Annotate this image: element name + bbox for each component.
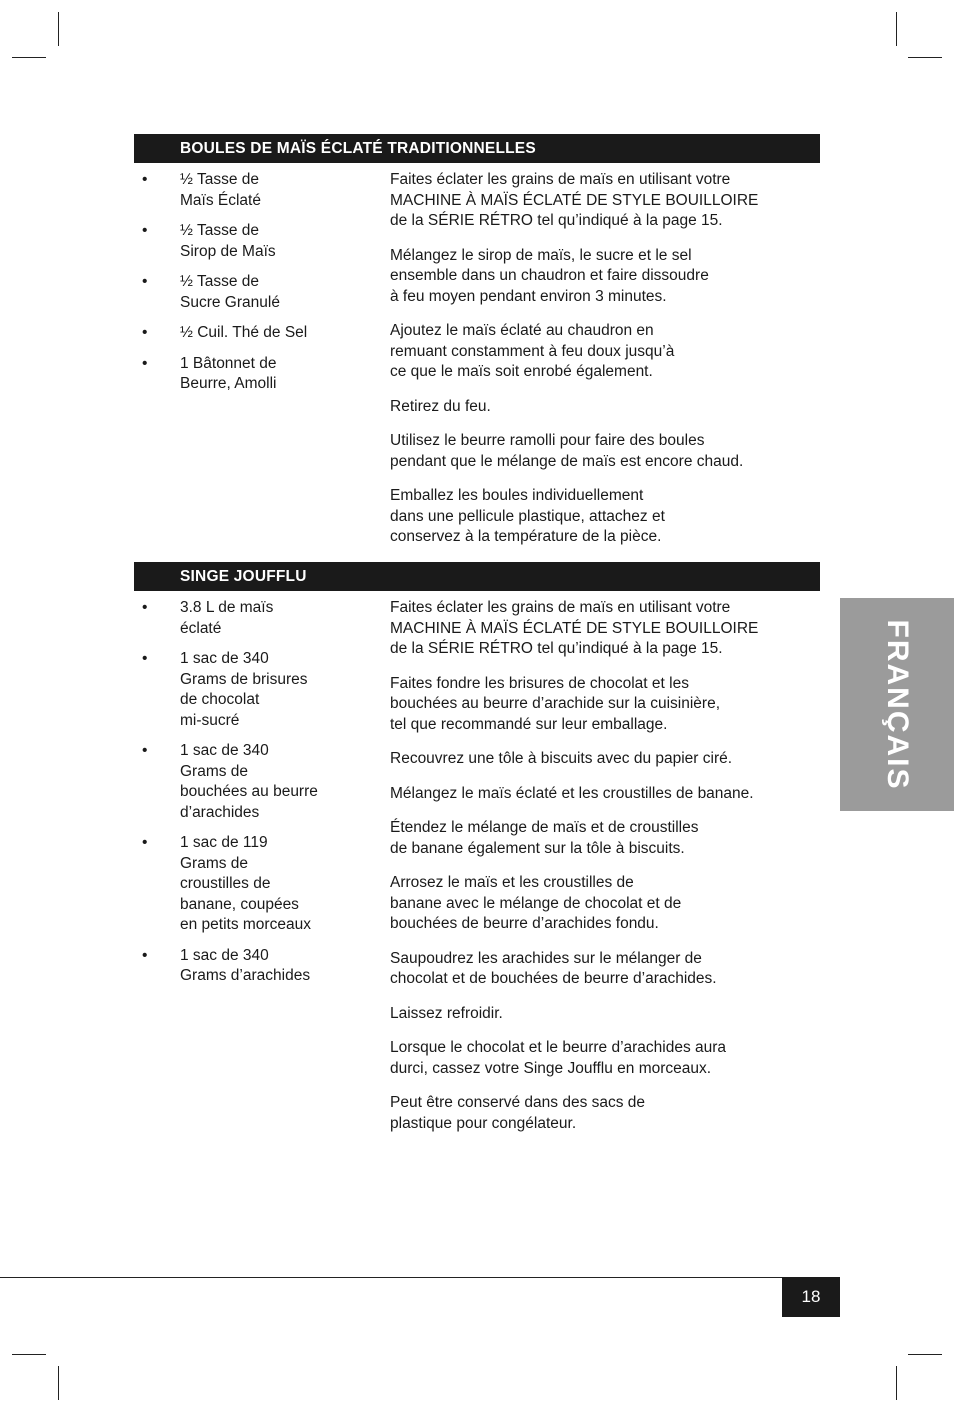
language-tab-label: FRANÇAIS (881, 619, 914, 790)
instruction-step: Recouvrez une tôle à biscuits avec du papier ciré. (390, 750, 733, 767)
instruction-step: Peut être conservé dans des sacs de plastique pour congélateur. (390, 1094, 646, 1132)
ingredient-item: • 1 sac de 340 Grams de brisures de chocolat mi-sucré (142, 650, 308, 729)
ingredient-list-boules (134, 170, 374, 405)
instruction-step: Retirez du feu. (390, 397, 491, 415)
language-tab (840, 598, 954, 811)
ingredient-item: • ½ Cuil. Thé de Sel (134, 323, 374, 344)
crop-mark (896, 12, 897, 46)
ingredient-item: • ½ Tasse de Sucre Granulé (142, 273, 280, 311)
instruction-step: Arrosez le maïs et les croustilles de banane avec le mélange de chocolat et de bouchées de beurre d’arachides fondu. (390, 874, 682, 932)
crop-mark (896, 1366, 897, 1400)
bullet-icon: • (142, 324, 148, 341)
instruction-step: Mélangez le sirop de maïs, le sucre et le sel ensemble dans un chaudron et faire dissoudre à feu moyen pendant environ 3 minutes. (390, 246, 709, 305)
crop-mark (908, 1354, 942, 1355)
recipe-title-boules: BOULES DE MAÏS ÉCLATÉ TRADITIONNELLES (134, 134, 820, 163)
ingredient-item: • 1 sac de 340 Grams d’arachides (142, 946, 311, 984)
instruction-step: Ajoutez le maïs éclaté au chaudron en remuant constamment à feu doux jusqu’à ce que le maïs soit enrobé également. (390, 322, 675, 380)
bullet-icon: • (142, 222, 148, 239)
bullet-icon: • (142, 273, 148, 290)
instruction-step: Étendez le mélange de maïs et de croustilles de banane également sur la tôle à biscuits. (390, 819, 699, 857)
instruction-step: Lorsque le chocolat et le beurre d’arachides aura durci, cassez votre Singe Joufflu en morceaux. (390, 1039, 727, 1077)
page-number: 18 (782, 1277, 840, 1317)
instruction-step: Faites fondre les brisures de chocolat et les bouchées au beurre d’arachide sur la cuisinière, tel que recommandé sur leur emballage. (390, 674, 721, 733)
instruction-step: Mélangez le maïs éclaté et les croustilles de banane. (390, 784, 754, 802)
ingredient-item: • ½ Tasse de Maïs Éclaté (142, 171, 261, 209)
instructions-singe (390, 598, 820, 1148)
crop-mark (12, 1354, 46, 1355)
crop-mark (12, 57, 46, 58)
crop-mark (58, 1366, 59, 1400)
instruction-step: Utilisez le beurre ramolli pour faire des boules pendant que le mélange de maïs est encore chaud. (390, 432, 744, 470)
footer-rule (0, 1277, 840, 1278)
instruction-step: Laissez refroidir. (390, 1004, 503, 1022)
bullet-icon: • (142, 354, 148, 372)
bullet-icon: • (142, 946, 148, 964)
instruction-step: Emballez les boules individuellement dans une pellicule plastique, attachez et conservez à la température de la pièce. (390, 487, 665, 545)
crop-mark (908, 57, 942, 58)
recipe-title-singe: SINGE JOUFFLU (134, 562, 820, 591)
instruction-step: Faites éclater les grains de maïs en utilisant votre MACHINE À MAÏS ÉCLATÉ DE STYLE BOUILLOIRE de la SÉRIE RÉTRO tel qu’indiqué à la page 15. (390, 599, 759, 657)
instruction-step: Saupoudrez les arachides sur le mélanger de chocolat et de bouchées de beurre d’arachides. (390, 949, 717, 987)
bullet-icon: • (142, 599, 148, 616)
ingredient-item: • 1 sac de 119 Grams de croustilles de banane, coupées en petits morceaux (142, 834, 311, 933)
ingredient-item: • 1 Bâtonnet de Beurre, Amolli (142, 354, 277, 392)
ingredient-list-singe (134, 598, 374, 997)
bullet-icon: • (142, 171, 148, 188)
ingredient-item: • 1 sac de 340 Grams de bouchées au beurre d’arachides (142, 742, 318, 821)
bullet-icon: • (142, 742, 148, 759)
bullet-icon: • (142, 834, 148, 851)
bullet-icon: • (142, 650, 148, 667)
crop-mark (58, 12, 59, 46)
instruction-step: Faites éclater les grains de maïs en utilisant votre MACHINE À MAÏS ÉCLATÉ DE STYLE BOUILLOIRE de la SÉRIE RÉTRO tel qu’indiqué à la page 15. (390, 171, 759, 229)
ingredient-item: • 3.8 L de maïs éclaté (142, 599, 274, 637)
ingredient-item: • ½ Tasse de Sirop de Maïs (142, 222, 276, 260)
instructions-boules (390, 170, 820, 562)
